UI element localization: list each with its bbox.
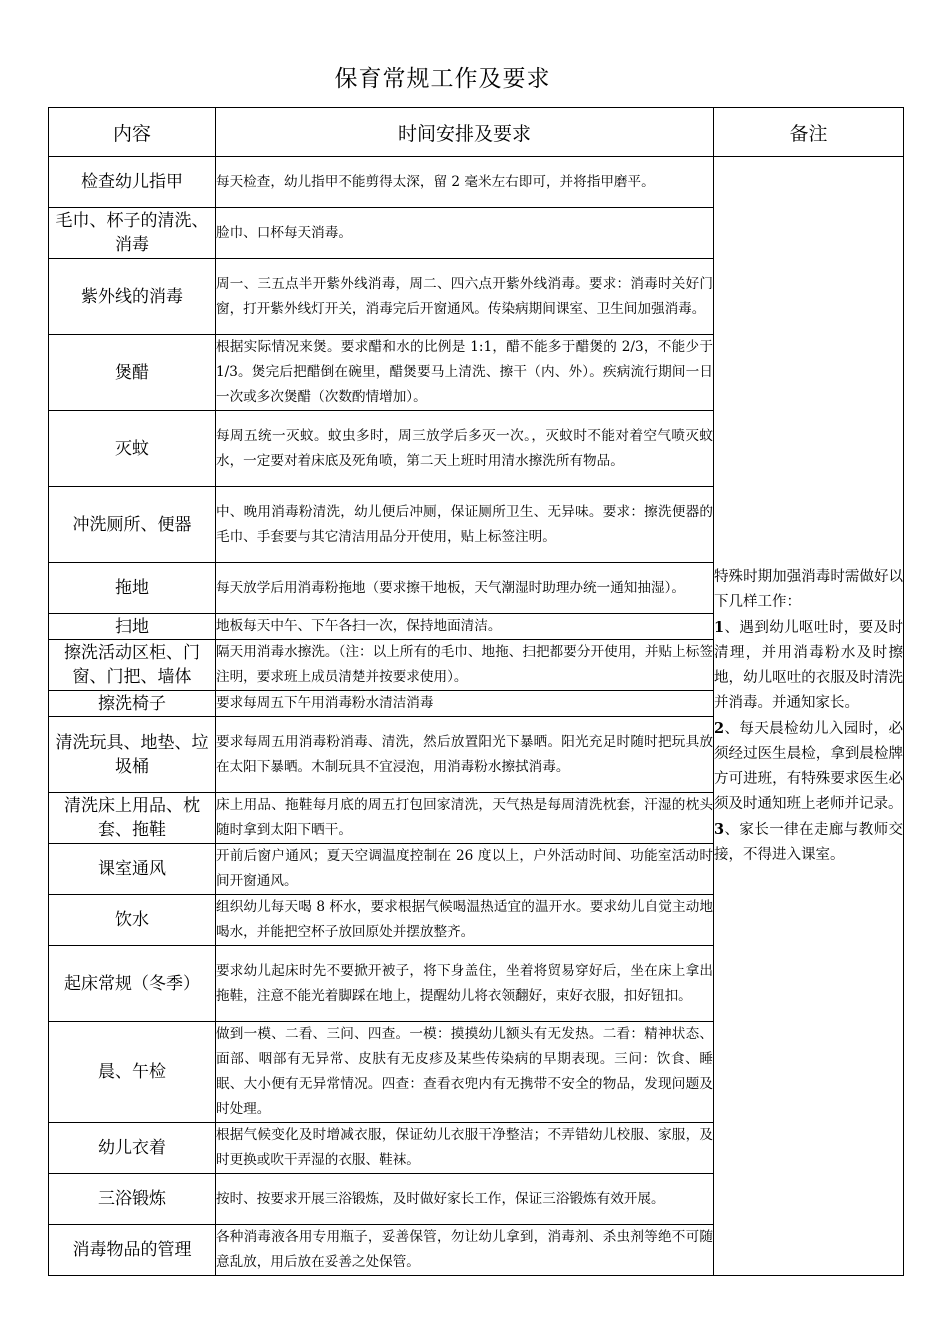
row-item: 冲洗厕所、便器 (49, 487, 216, 563)
row-item: 消毒物品的管理 (49, 1225, 216, 1276)
header-schedule: 时间安排及要求 (216, 108, 714, 157)
row-requirement: 周一、三五点半开紫外线消毒，周二、四六点开紫外线消毒。要求：消毒时关好门窗，打开紫外线灯开关，消毒完后开窗通风。传染病期间课室、卫生间加强消毒。 (216, 259, 714, 335)
row-item: 检查幼儿指甲 (49, 157, 216, 208)
row-item: 煲醋 (49, 335, 216, 411)
row-requirement: 要求幼儿起床时先不要掀开被子，将下身盖住，坐着将贸易穿好后，坐在床上拿出拖鞋，注意不能光着脚踩在地上，提醒幼儿将衣领翻好，束好衣服，扣好钮扣。 (216, 946, 714, 1022)
row-item: 毛巾、杯子的清洗、消毒 (49, 208, 216, 259)
row-requirement: 每周五统一灭蚊。蚊虫多时，周三放学后多灭一次。，灭蚊时不能对着空气喷灭蚊水，一定要对着床底及死角喷，第二天上班时用清水擦洗所有物品。 (216, 411, 714, 487)
row-item: 三浴锻炼 (49, 1174, 216, 1225)
remark-text: 、家长一律在走廊与教师交接，不得进入课室。 (714, 821, 903, 863)
row-requirement: 床上用品、拖鞋每月底的周五打包回家清洗，天气热是每周清洗枕套，汗湿的枕头随时拿到太阳下晒干。 (216, 793, 714, 844)
row-requirement: 组织幼儿每天喝 8 杯水，要求根据气候喝温热适宜的温开水。要求幼儿自觉主动地喝水，并能把空杯子放回原处并摆放整齐。 (216, 895, 714, 946)
row-item: 晨、午检 (49, 1022, 216, 1123)
row-item: 拖地 (49, 563, 216, 614)
remark-number: 2 (714, 719, 725, 737)
remark-number: 1 (714, 618, 725, 636)
row-requirement: 根据气候变化及时增减衣服，保证幼儿衣服干净整洁；不弄错幼儿校服、家服，及时更换或吹干弄湿的衣服、鞋袜。 (216, 1123, 714, 1174)
row-requirement: 开前后窗户通风；夏天空调温度控制在 26 度以上，户外活动时间、功能室活动时间开窗通风。 (216, 844, 714, 895)
row-requirement: 按时、按要求开展三浴锻炼，及时做好家长工作，保证三浴锻炼有效开展。 (216, 1174, 714, 1225)
remark-item (714, 615, 903, 716)
row-requirement: 中、晚用消毒粉清洗，幼儿便后冲厕，保证厕所卫生、无异味。要求：擦洗便器的毛巾、手套要与其它清洁用品分开使用，贴上标签注明。 (216, 487, 714, 563)
remark-text: 、遇到幼儿呕吐时，要及时清理，并用消毒粉水及时擦地，幼儿呕吐的衣服及时清洗并消毒。并通知家长。 (714, 619, 903, 711)
header-remark: 备注 (714, 108, 904, 157)
row-item: 饮水 (49, 895, 216, 946)
row-requirement: 地板每天中午、下午各扫一次，保持地面清洁。 (216, 614, 714, 640)
row-requirement: 隔天用消毒水擦洗。（注：以上所有的毛巾、地拖、扫把都要分开使用，并贴上标签注明，要求班上成员清楚并按要求使用）。 (216, 640, 714, 691)
table-header-row (49, 108, 904, 157)
row-item: 紫外线的消毒 (49, 259, 216, 335)
remark-number: 3 (714, 820, 725, 838)
row-requirement: 每天检查，幼儿指甲不能剪得太深，留 2 毫米左右即可，并将指甲磨平。 (216, 157, 714, 208)
remark-item (714, 716, 903, 817)
routine-table (48, 107, 904, 1276)
row-requirement: 各种消毒液各用专用瓶子，妥善保管，勿让幼儿拿到，消毒剂、杀虫剂等绝不可随意乱放，用后放在妥善之处保管。 (216, 1225, 714, 1276)
row-requirement: 根据实际情况来煲。要求醋和水的比例是 1:1，醋不能多于醋煲的 2/3，不能少于 1/3。煲完后把醋倒在碗里，醋煲要马上清洗、擦干（内、外）。疾病流行期间一日一次或多次煲醋（次数酌情增加）。 (216, 335, 714, 411)
row-requirement: 脸巾、口杯每天消毒。 (216, 208, 714, 259)
row-item: 课室通风 (49, 844, 216, 895)
row-item: 起床常规（冬季） (49, 946, 216, 1022)
row-item: 擦洗椅子 (49, 691, 216, 717)
row-item: 清洗床上用品、枕套、拖鞋 (49, 793, 216, 844)
row-item: 幼儿衣着 (49, 1123, 216, 1174)
row-item: 清洗玩具、地垫、垃圾桶 (49, 717, 216, 793)
row-item: 擦洗活动区柜、门窗、门把、墙体 (49, 640, 216, 691)
remark-text: 、每天晨检幼儿入园时，必须经过医生晨检，拿到晨检牌方可进班，有特殊要求医生必须及时通知班上老师并记录。 (714, 720, 903, 812)
row-item: 灭蚊 (49, 411, 216, 487)
page-title: 保育常规工作及要求 (334, 66, 551, 92)
remark-intro: 特殊时期加强消毒时需做好以下几样工作： (714, 568, 903, 610)
remark-item (714, 817, 903, 868)
remark-cell (714, 157, 904, 1276)
row-item: 扫地 (49, 614, 216, 640)
row-requirement: 要求每周五下午用消毒粉水清洁消毒 (216, 691, 714, 717)
table-row (49, 157, 904, 208)
row-requirement: 要求每周五用消毒粉消毒、清洗，然后放置阳光下暴晒。阳光充足时随时把玩具放在太阳下暴晒。木制玩具不宜浸泡，用消毒粉水擦拭消毒。 (216, 717, 714, 793)
row-requirement: 每天放学后用消毒粉拖地（要求擦干地板，天气潮湿时助理办统一通知抽湿）。 (216, 563, 714, 614)
row-requirement: 做到一模、二看、三问、四查。一模：摸摸幼儿额头有无发热。二看：精神状态、面部、咽部有无异常、皮肤有无皮疹及某些传染病的早期表现。三问：饮食、睡眠、大小便有无异常情况。四查：查看衣兜内有无携带不安全的物品，发现问题及时处理。 (216, 1022, 714, 1123)
header-content: 内容 (49, 108, 216, 157)
